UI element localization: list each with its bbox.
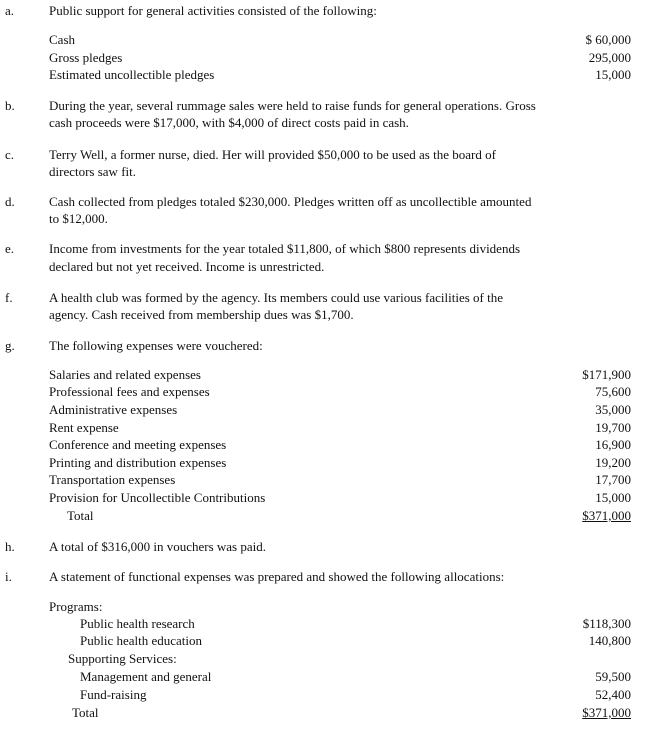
row-amount: 295,000 — [588, 50, 631, 65]
row-name: Printing and distribution expenses — [49, 455, 227, 470]
row-amount: 19,700 — [595, 420, 631, 435]
row-amount: $ 60,000 — [585, 32, 631, 47]
row-name: Gross pledges — [49, 50, 123, 65]
row-name: Conference and meeting expenses — [49, 437, 227, 452]
programs-heading — [49, 598, 631, 615]
row-name: Public health education — [80, 633, 203, 648]
total-amount: $371,000 — [582, 705, 631, 720]
allocation-row — [49, 686, 631, 703]
row-name: Salaries and related expenses — [49, 367, 201, 382]
allocation-row — [49, 632, 631, 649]
expense-row — [49, 436, 631, 453]
row-name: Professional fees and expenses — [49, 384, 210, 399]
item-a-row — [49, 66, 631, 83]
item-b-line2: cash proceeds were $17,000, with $4,000 of direct costs paid in cash. — [49, 115, 409, 130]
row-amount: 15,000 — [595, 490, 631, 505]
item-i-text: A statement of functional expenses was prepared and showed the following allocations: — [49, 569, 505, 584]
item-d-line2: to $12,000. — [49, 211, 108, 226]
expense-row — [49, 454, 631, 471]
heading-text: Programs: — [49, 599, 103, 614]
item-f-line2: agency. Cash received from membership dues was $1,700. — [49, 307, 354, 322]
item-i-label: i. — [5, 569, 12, 584]
row-amount: $118,300 — [582, 616, 631, 631]
item-e-line1: Income from investments for the year totaled $11,800, of which $800 represents dividends — [49, 241, 521, 256]
row-name: Transportation expenses — [49, 472, 176, 487]
item-h-label: h. — [5, 539, 15, 554]
item-d-line1: Cash collected from pledges totaled $230,000. Pledges written off as uncollectible amounted — [49, 194, 532, 209]
expense-row — [49, 366, 631, 383]
row-amount: 52,400 — [595, 687, 631, 702]
item-b-label: b. — [5, 98, 15, 113]
item-f-label: f. — [5, 290, 13, 305]
row-name: Rent expense — [49, 420, 119, 435]
expense-row — [49, 401, 631, 418]
item-a-row — [49, 31, 631, 48]
row-name: Estimated uncollectible pledges — [49, 67, 215, 82]
row-amount: 59,500 — [595, 669, 631, 684]
support-heading — [49, 650, 631, 667]
allocation-total-row — [49, 704, 631, 721]
item-f-line1: A health club was formed by the agency. Its members could use various facilities of the — [49, 290, 504, 305]
item-d-label: d. — [5, 194, 15, 209]
expense-row — [49, 489, 631, 506]
item-b-line1: During the year, several rummage sales were held to raise funds for general operations. Gross — [49, 98, 536, 113]
heading-text: Supporting Services: — [68, 651, 177, 666]
item-c-label: c. — [5, 147, 15, 162]
expense-row — [49, 383, 631, 400]
row-amount: 35,000 — [595, 402, 631, 417]
item-a-text: Public support for general activities consisted of the following: — [49, 3, 377, 18]
row-amount: 19,200 — [595, 455, 631, 470]
item-h-text: A total of $316,000 in vouchers was paid. — [49, 539, 266, 554]
row-amount: 16,900 — [595, 437, 631, 452]
row-name: Administrative expenses — [49, 402, 178, 417]
allocation-row — [49, 615, 631, 632]
row-amount: 75,600 — [595, 384, 631, 399]
item-e-line2: declared but not yet received. Income is unrestricted. — [49, 259, 325, 274]
item-e-label: e. — [5, 241, 15, 256]
row-amount: 15,000 — [595, 67, 631, 82]
item-a-label: a. — [5, 3, 15, 18]
expense-total-row — [49, 507, 631, 524]
row-name: Management and general — [80, 669, 212, 684]
allocation-row — [49, 668, 631, 685]
row-amount: $171,900 — [582, 367, 631, 382]
total-label: Total — [67, 508, 94, 523]
expense-row — [49, 471, 631, 488]
expense-row — [49, 419, 631, 436]
total-label: Total — [72, 705, 99, 720]
row-amount: 17,700 — [595, 472, 631, 487]
item-c-line2: directors saw fit. — [49, 164, 137, 179]
item-g-label: g. — [5, 338, 15, 353]
row-amount: 140,800 — [588, 633, 631, 648]
item-c-line1: Terry Well, a former nurse, died. Her will provided $50,000 to be used as the board of — [49, 147, 496, 162]
item-g-text: The following expenses were vouchered: — [49, 338, 263, 353]
row-name: Cash — [49, 32, 75, 47]
row-name: Provision for Uncollectible Contributions — [49, 490, 266, 505]
row-name: Public health research — [80, 616, 195, 631]
row-name: Fund-raising — [80, 687, 147, 702]
total-amount: $371,000 — [582, 508, 631, 523]
item-a-row — [49, 49, 631, 66]
